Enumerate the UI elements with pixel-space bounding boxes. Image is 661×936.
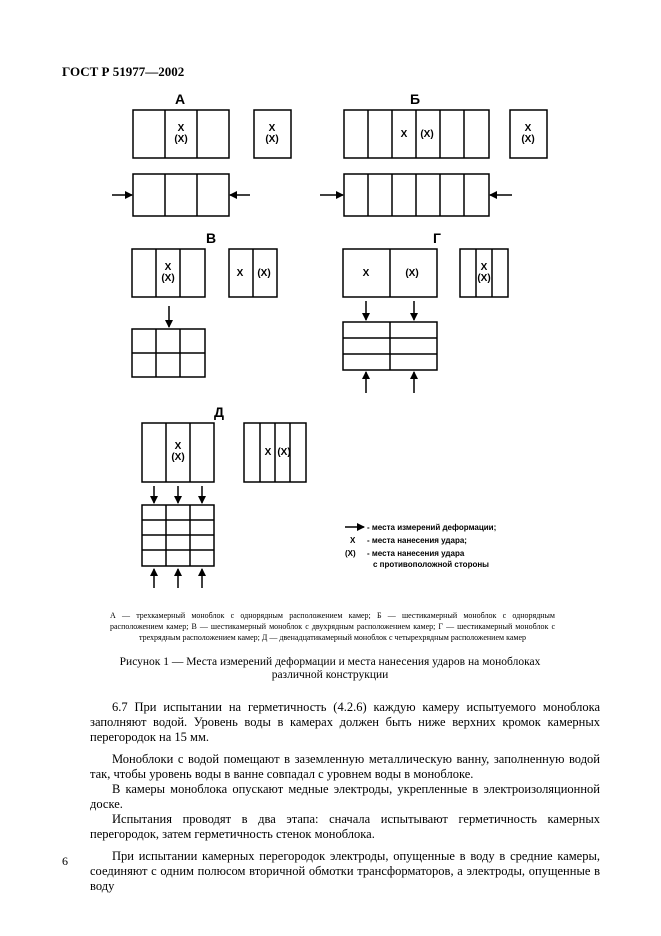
mark-xp: (X) — [257, 268, 271, 279]
paragraph: 6.7 При испытании на герметичность (4.2.6) каждую камеру испытуемого моноблока заполняют водой. Уровень воды в камерах должен быть ниже верхних кромок камерных перегородок на 15 мм. — [90, 700, 600, 744]
mark-xp: (X) — [420, 129, 434, 140]
legend-xp-symbol: (X) — [345, 549, 356, 558]
legend-xp-text-2: с противоположной стороны — [373, 560, 490, 569]
legend-arrow-text: - места измерений деформации; — [367, 523, 497, 532]
mark-xp: (X) — [277, 447, 291, 458]
paragraph: При испытании камерных перегородок электроды, опущенные в воду в средние камеры, соединяют с одним полюсом вторичной обмотки трансформаторов, а электроды, опущенные в воду — [90, 849, 600, 893]
legend-xp-text: - места нанесения удара — [367, 549, 465, 558]
mark-x: X — [268, 123, 276, 134]
label-a: А — [175, 91, 186, 107]
diagram-v — [132, 249, 277, 377]
mark-x: X — [177, 123, 185, 134]
mark-xp: (X) — [174, 134, 188, 145]
a-bottom-box — [133, 174, 229, 216]
page-number: 6 — [62, 854, 68, 868]
body-text — [90, 700, 600, 894]
figure-caption: Рисунок 1 — Места измерений деформации и места нанесения ударов на моноблоках различной конструкции — [119, 656, 541, 681]
standard-header: ГОСТ Р 51977—2002 — [62, 64, 185, 79]
diagram-a — [112, 110, 291, 216]
mark-xp: (X) — [521, 134, 535, 145]
mark-xp: (X) — [477, 273, 491, 284]
mark-x: X — [174, 441, 182, 452]
mark-xp: (X) — [405, 268, 419, 279]
mark-x: X — [362, 268, 370, 279]
mark-xp: (X) — [171, 452, 185, 463]
legend-x-text: - места нанесения удара; — [367, 536, 467, 545]
legend-x-symbol: X — [350, 536, 356, 545]
mark-x: X — [400, 129, 408, 140]
paragraph: В камеры моноблока опускают медные электроды, укрепленные в электроизоляционной доске. — [90, 782, 600, 811]
label-v: В — [206, 230, 217, 246]
mark-xp: (X) — [161, 273, 175, 284]
label-g: Г — [433, 230, 441, 246]
paragraph: Испытания проводят в два этапа: сначала испытывают герметичность камерных перегородок, затем герметичность стенок моноблока. — [90, 812, 600, 841]
mark-x: X — [236, 268, 244, 279]
paragraph: Моноблоки с водой помещают в заземленную металлическую ванну, заполненную водой так, чтобы уровень воды в ванне совпадал с уровнем воды в моноблоке. — [90, 752, 600, 781]
mark-x: X — [524, 123, 532, 134]
mark-xp: (X) — [265, 134, 279, 145]
mark-x: X — [164, 262, 172, 273]
label-b: Б — [410, 91, 421, 107]
mark-x: X — [264, 447, 272, 458]
diagram-b — [320, 110, 547, 216]
mark-x: X — [480, 262, 488, 273]
figure-notes: А — трехкамерный моноблок с однорядным расположением камер; Б — шестикамерный моноблок с однорядным расположением камер; В — шестикамерный моноблок с двухрядным расположением камер; Г — шестикамерный моноблок с трехрядным расположением камер; Д — двенадцатикамерный моноблок с четырехрядным расположением камер — [110, 611, 555, 642]
label-d: Д — [214, 404, 224, 420]
